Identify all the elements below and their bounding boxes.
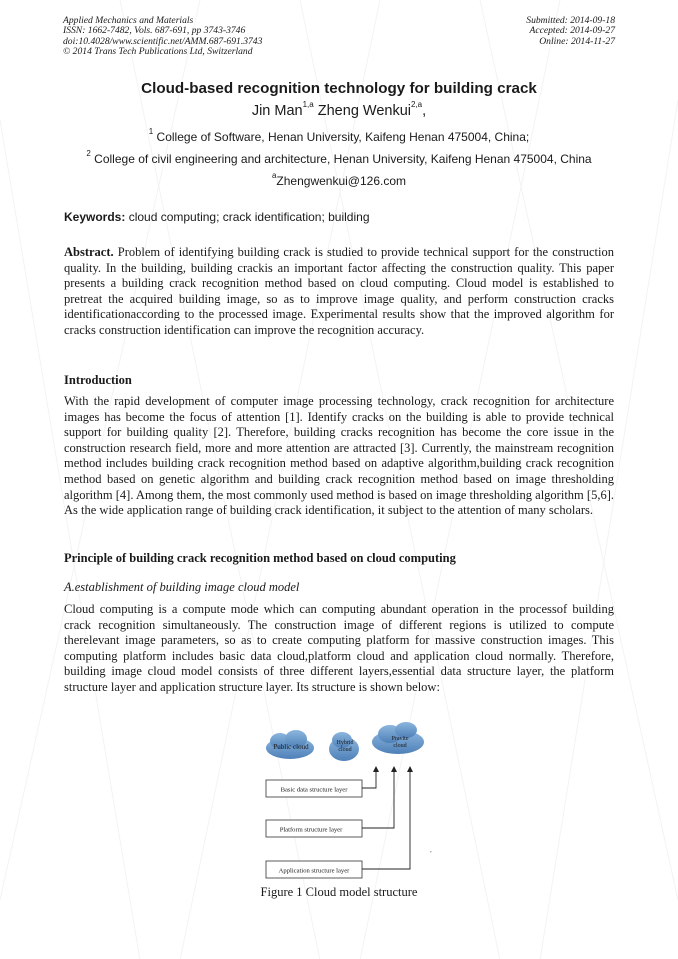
author-2-sup: 2,a [411, 100, 423, 109]
author-line [0, 100, 678, 119]
affiliation-2-sup: 2 [86, 149, 91, 158]
connector-lines [362, 770, 410, 869]
platform-layer-label: Platform structure layer [279, 826, 343, 834]
hybrid-cloud-label [337, 740, 354, 753]
arrowheads [373, 766, 413, 772]
basic-data-layer-label: Basic data structure layer [280, 786, 348, 794]
affiliation-2 [0, 149, 678, 166]
intro-heading: Introduction [64, 373, 132, 387]
journal-doi: doi:10.4028/www.scientific.net/AMM.687-691.3743 [63, 35, 263, 47]
affiliation-2-text: College of civil engineering and architecture, Henan University, Kaifeng Henan 475004, China [90, 152, 592, 166]
abstract [64, 245, 614, 339]
intro-text: With the rapid development of computer image processing technology, crack recognition for architecture images has become the focus of attention [1]. Identify cracks on the building is able to provide technical support for building quality [2]. Therefore, building cracks recognition has become the core issue in the construction research field, more and more attention are attracted [3]. Currently, the mainstream recognition method includes building crack recognition method based on adaptive algorithm,building crack recognition method based on genetic algorithm and building crack recognition method based on image thresholding algorithm [4]. Among them, the most commonly used method is based on image thresholding algorithm [5,6]. As the wide application range of building crack identification, it subject to the attention of many scholars. [64, 394, 614, 518]
cloud-label-line: Pravite [391, 736, 409, 742]
section2-heading: Principle of building crack recognition method based on cloud computing [64, 551, 456, 565]
author-1-sup: 1,a [302, 100, 314, 109]
keywords [64, 210, 370, 224]
journal-issn: ISSN: 1662-7482, Vols. 687-691, pp 3743-3746 [63, 25, 246, 37]
submitted-date: Submitted: 2014-09-18 [526, 15, 615, 26]
journal-copyright: © 2014 Trans Tech Publications Ltd, Switzerland [63, 46, 253, 58]
author-trailing: , [422, 103, 427, 119]
section2-subheading: A.establishment of building image cloud model [64, 580, 300, 594]
figure-caption: Figure 1 Cloud model structure [260, 885, 418, 899]
accepted-date: Accepted: 2014-09-27 [529, 25, 615, 37]
keywords-text: cloud computing; crack identification; building [125, 210, 370, 224]
author-2: Zheng Wenkui [313, 103, 411, 119]
private-cloud-label [392, 736, 409, 749]
affiliation-1 [0, 127, 678, 144]
author-1: Jin Man [251, 103, 303, 119]
journal-info [63, 16, 262, 58]
submission-dates [526, 16, 615, 47]
email-sup: a [271, 171, 277, 180]
cloud-label-line: cloud [338, 747, 352, 753]
abstract-label: Abstract. [64, 245, 114, 259]
paper-title: Cloud-based recognition technology for building crack [141, 80, 537, 97]
email-text: Zhengwenkui@126.com [276, 174, 407, 188]
affiliation-1-text: College of Software, Henan University, Kaifeng Henan 475004, China; [153, 130, 530, 144]
stray-mark: , [430, 846, 432, 854]
application-layer-label: Application structure layer [278, 867, 350, 875]
author-email [0, 171, 678, 188]
journal-name: Applied Mechanics and Materials [63, 15, 194, 26]
public-cloud-label: Public cloud [273, 743, 309, 751]
cloud-label-line: cloud [393, 743, 407, 749]
keywords-label: Keywords: [64, 210, 126, 224]
cloud-label-line: Hybrid [336, 740, 354, 746]
cloud-model-figure [258, 716, 438, 888]
affiliation-1-sup: 1 [148, 127, 154, 136]
abstract-text: Problem of identifying building crack is studied to provide technical support for the construction quality. In the building, building crackis an important factor affecting the construction quality. This paper presents a building crack recognition method based on cloud computing. Cloud model is established to pretreat the acquired building image, so as to improve image quality, and perform construction cracks identificationaccording to the processed image. Experimental results show that the improved algorithm for cracks construction identification can improve the recognition accuracy. [64, 245, 614, 337]
section2-text: Cloud computing is a compute mode which can computing abundant operation in the processof building crack recognition simultaneously. The construction image of different regions is utilized to compute therelevant image parameters, so as to create computing platform for massive construction images. This computing platform includes basic data cloud,platform cloud and application cloud normally. Therefore, building image cloud model consists of three different layers,essential data structure layer, the platform structure layer and application structure layer. Its structure is shown below: [64, 602, 614, 694]
online-date: Online: 2014-11-27 [539, 35, 615, 47]
